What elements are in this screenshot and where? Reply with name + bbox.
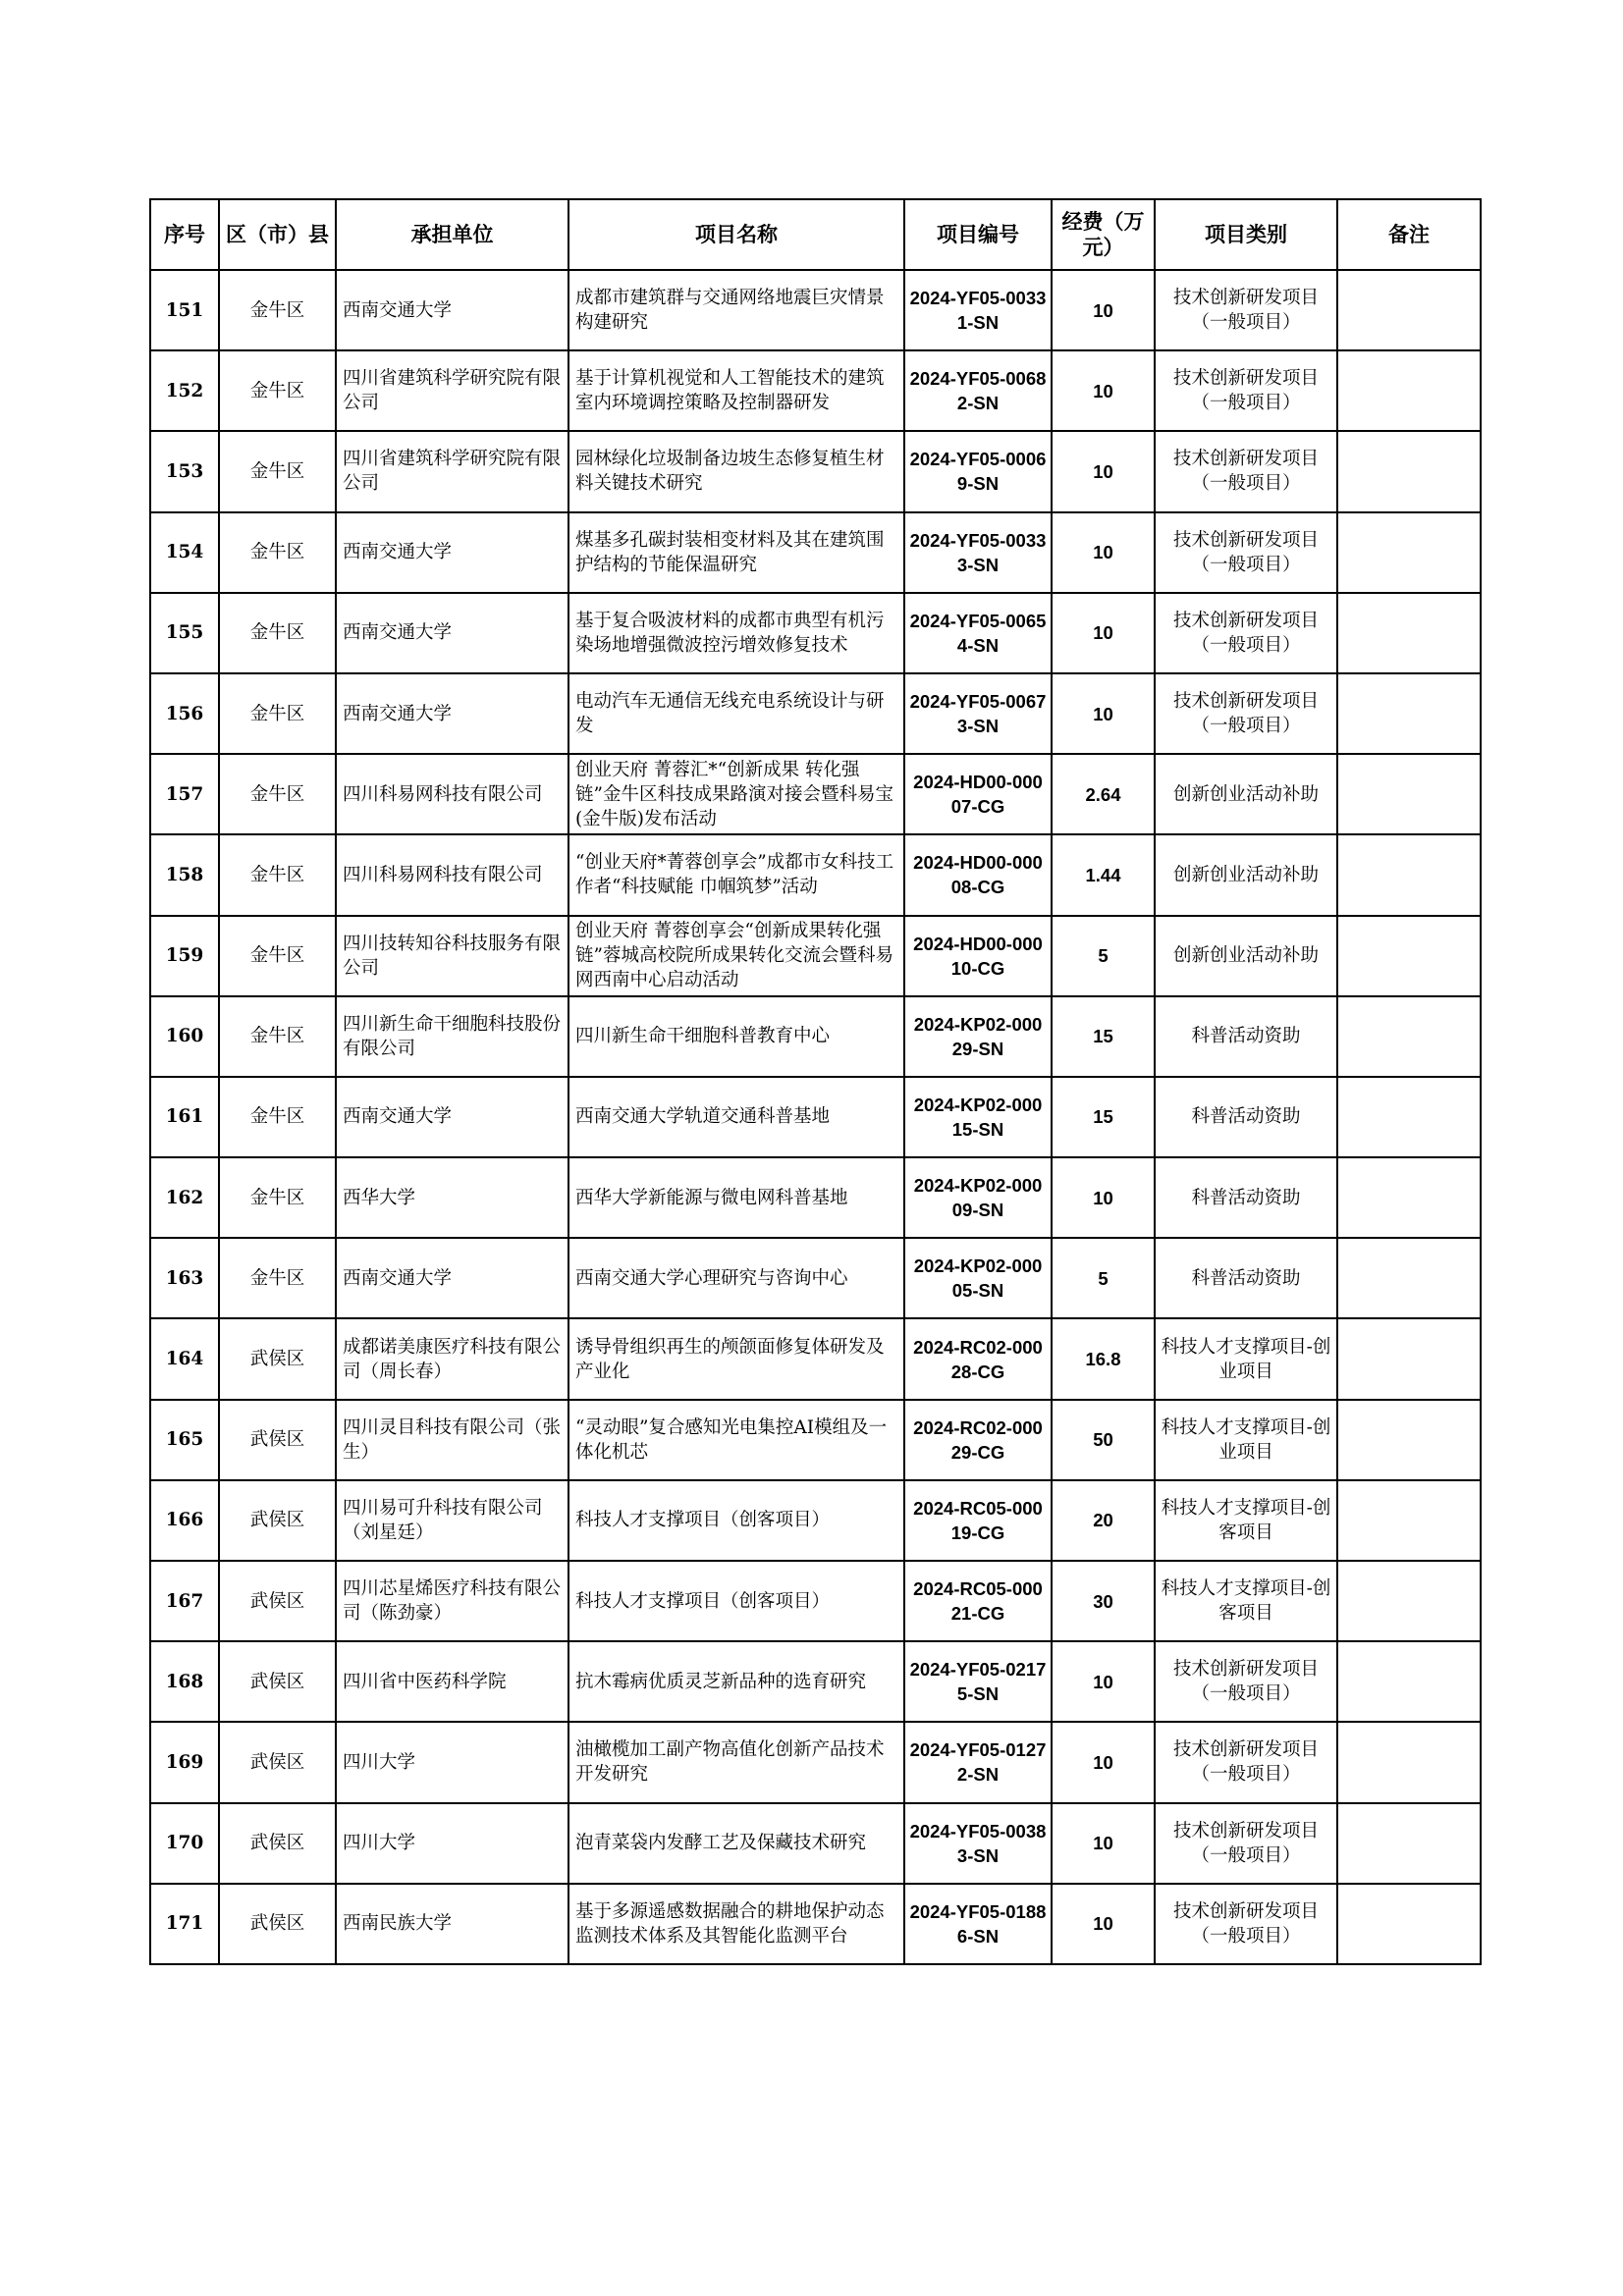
cell-fund: 5 bbox=[1052, 1238, 1155, 1318]
cell-district: 金牛区 bbox=[219, 834, 336, 915]
table-row bbox=[150, 673, 1481, 754]
table-row bbox=[150, 1077, 1481, 1157]
cell-note bbox=[1337, 512, 1481, 593]
cell-fund: 10 bbox=[1052, 431, 1155, 511]
cell-fund: 16.8 bbox=[1052, 1318, 1155, 1399]
cell-code: 2024-RC05-00019-CG bbox=[904, 1480, 1052, 1561]
cell-district: 金牛区 bbox=[219, 996, 336, 1077]
cell-unit: 四川技转知谷科技服务有限公司 bbox=[336, 916, 568, 996]
cell-category: 科技人才支撑项目-创业项目 bbox=[1155, 1318, 1337, 1399]
cell-fund: 10 bbox=[1052, 512, 1155, 593]
header-unit: 承担单位 bbox=[336, 199, 568, 270]
table-row bbox=[150, 754, 1481, 834]
cell-code: 2024-KP02-00015-SN bbox=[904, 1077, 1052, 1157]
cell-category: 技术创新研发项目（一般项目） bbox=[1155, 350, 1337, 431]
cell-note bbox=[1337, 1400, 1481, 1480]
table-row bbox=[150, 1884, 1481, 1964]
cell-seq: 159 bbox=[150, 916, 219, 996]
cell-name: 成都市建筑群与交通网络地震巨灾情景构建研究 bbox=[568, 270, 904, 350]
cell-seq: 156 bbox=[150, 673, 219, 754]
cell-fund: 2.64 bbox=[1052, 754, 1155, 834]
cell-seq: 168 bbox=[150, 1641, 219, 1722]
cell-note bbox=[1337, 431, 1481, 511]
cell-name: 西南交通大学心理研究与咨询中心 bbox=[568, 1238, 904, 1318]
table-row bbox=[150, 1400, 1481, 1480]
cell-district: 金牛区 bbox=[219, 1238, 336, 1318]
cell-code: 2024-YF05-02175-SN bbox=[904, 1641, 1052, 1722]
cell-fund: 10 bbox=[1052, 270, 1155, 350]
cell-category: 科技人才支撑项目-创客项目 bbox=[1155, 1561, 1337, 1641]
cell-fund: 10 bbox=[1052, 1157, 1155, 1238]
cell-code: 2024-YF05-00333-SN bbox=[904, 512, 1052, 593]
cell-name: 抗木霉病优质灵芝新品种的选育研究 bbox=[568, 1641, 904, 1722]
cell-category: 创新创业活动补助 bbox=[1155, 834, 1337, 915]
header-district: 区（市）县 bbox=[219, 199, 336, 270]
cell-seq: 152 bbox=[150, 350, 219, 431]
cell-category: 技术创新研发项目（一般项目） bbox=[1155, 270, 1337, 350]
cell-unit: 四川大学 bbox=[336, 1803, 568, 1884]
cell-note bbox=[1337, 1157, 1481, 1238]
cell-fund: 5 bbox=[1052, 916, 1155, 996]
cell-unit: 四川芯星烯医疗科技有限公司（陈劲豪） bbox=[336, 1561, 568, 1641]
cell-seq: 163 bbox=[150, 1238, 219, 1318]
cell-note bbox=[1337, 916, 1481, 996]
cell-name: 基于计算机视觉和人工智能技术的建筑室内环境调控策略及控制器研发 bbox=[568, 350, 904, 431]
table-row bbox=[150, 1641, 1481, 1722]
cell-code: 2024-HD00-00008-CG bbox=[904, 834, 1052, 915]
table-row bbox=[150, 431, 1481, 511]
cell-unit: 西南交通大学 bbox=[336, 270, 568, 350]
cell-code: 2024-YF05-01272-SN bbox=[904, 1722, 1052, 1802]
cell-district: 金牛区 bbox=[219, 916, 336, 996]
cell-fund: 10 bbox=[1052, 673, 1155, 754]
cell-note bbox=[1337, 350, 1481, 431]
project-table bbox=[149, 198, 1482, 1965]
cell-seq: 171 bbox=[150, 1884, 219, 1964]
cell-name: 创业天府 菁蓉汇*“创新成果 转化强链”金牛区科技成果路演对接会暨科易宝(金牛版)发布活动 bbox=[568, 754, 904, 834]
cell-category: 技术创新研发项目（一般项目） bbox=[1155, 1884, 1337, 1964]
cell-note bbox=[1337, 1722, 1481, 1802]
cell-name: “灵动眼”复合感知光电集控AI模组及一体化机芯 bbox=[568, 1400, 904, 1480]
cell-name: 油橄榄加工副产物高值化创新产品技术开发研究 bbox=[568, 1722, 904, 1802]
cell-district: 金牛区 bbox=[219, 673, 336, 754]
cell-fund: 10 bbox=[1052, 1722, 1155, 1802]
cell-district: 金牛区 bbox=[219, 512, 336, 593]
cell-category: 技术创新研发项目（一般项目） bbox=[1155, 673, 1337, 754]
cell-fund: 10 bbox=[1052, 1803, 1155, 1884]
cell-seq: 153 bbox=[150, 431, 219, 511]
table-row bbox=[150, 1157, 1481, 1238]
cell-fund: 15 bbox=[1052, 1077, 1155, 1157]
cell-category: 技术创新研发项目（一般项目） bbox=[1155, 1803, 1337, 1884]
cell-unit: 四川灵目科技有限公司（张生） bbox=[336, 1400, 568, 1480]
cell-seq: 170 bbox=[150, 1803, 219, 1884]
cell-seq: 158 bbox=[150, 834, 219, 915]
cell-category: 创新创业活动补助 bbox=[1155, 754, 1337, 834]
cell-seq: 154 bbox=[150, 512, 219, 593]
cell-district: 武侯区 bbox=[219, 1318, 336, 1399]
table-row bbox=[150, 996, 1481, 1077]
cell-unit: 四川大学 bbox=[336, 1722, 568, 1802]
cell-district: 金牛区 bbox=[219, 1157, 336, 1238]
cell-fund: 20 bbox=[1052, 1480, 1155, 1561]
cell-name: 基于多源遥感数据融合的耕地保护动态监测技术体系及其智能化监测平台 bbox=[568, 1884, 904, 1964]
cell-unit: 四川省建筑科学研究院有限公司 bbox=[336, 350, 568, 431]
cell-unit: 西南交通大学 bbox=[336, 1238, 568, 1318]
cell-note bbox=[1337, 1318, 1481, 1399]
cell-unit: 四川省中医药科学院 bbox=[336, 1641, 568, 1722]
cell-unit: 四川科易网科技有限公司 bbox=[336, 754, 568, 834]
cell-seq: 165 bbox=[150, 1400, 219, 1480]
header-note: 备注 bbox=[1337, 199, 1481, 270]
cell-name: 煤基多孔碳封装相变材料及其在建筑围护结构的节能保温研究 bbox=[568, 512, 904, 593]
cell-district: 金牛区 bbox=[219, 270, 336, 350]
cell-unit: 四川省建筑科学研究院有限公司 bbox=[336, 431, 568, 511]
cell-note bbox=[1337, 834, 1481, 915]
cell-code: 2024-HD00-00010-CG bbox=[904, 916, 1052, 996]
cell-unit: 西华大学 bbox=[336, 1157, 568, 1238]
table-row bbox=[150, 1803, 1481, 1884]
cell-note bbox=[1337, 1480, 1481, 1561]
cell-seq: 164 bbox=[150, 1318, 219, 1399]
cell-seq: 151 bbox=[150, 270, 219, 350]
cell-category: 科技人才支撑项目-创客项目 bbox=[1155, 1480, 1337, 1561]
cell-code: 2024-YF05-00331-SN bbox=[904, 270, 1052, 350]
cell-unit: 西南交通大学 bbox=[336, 673, 568, 754]
table-row bbox=[150, 270, 1481, 350]
cell-code: 2024-HD00-00007-CG bbox=[904, 754, 1052, 834]
cell-code: 2024-YF05-00069-SN bbox=[904, 431, 1052, 511]
cell-fund: 10 bbox=[1052, 350, 1155, 431]
cell-district: 武侯区 bbox=[219, 1884, 336, 1964]
cell-seq: 157 bbox=[150, 754, 219, 834]
cell-note bbox=[1337, 593, 1481, 673]
cell-code: 2024-YF05-01886-SN bbox=[904, 1884, 1052, 1964]
table-row bbox=[150, 1318, 1481, 1399]
cell-seq: 166 bbox=[150, 1480, 219, 1561]
cell-code: 2024-KP02-00009-SN bbox=[904, 1157, 1052, 1238]
header-row bbox=[150, 199, 1481, 270]
table-row bbox=[150, 1561, 1481, 1641]
cell-code: 2024-RC02-00028-CG bbox=[904, 1318, 1052, 1399]
cell-note bbox=[1337, 1884, 1481, 1964]
cell-code: 2024-RC02-00029-CG bbox=[904, 1400, 1052, 1480]
cell-district: 武侯区 bbox=[219, 1641, 336, 1722]
cell-name: 电动汽车无通信无线充电系统设计与研发 bbox=[568, 673, 904, 754]
cell-code: 2024-KP02-00005-SN bbox=[904, 1238, 1052, 1318]
cell-name: 泡青菜袋内发酵工艺及保藏技术研究 bbox=[568, 1803, 904, 1884]
table-row bbox=[150, 512, 1481, 593]
table-body bbox=[150, 270, 1481, 1964]
cell-name: 西南交通大学轨道交通科普基地 bbox=[568, 1077, 904, 1157]
cell-seq: 167 bbox=[150, 1561, 219, 1641]
cell-category: 科普活动资助 bbox=[1155, 1077, 1337, 1157]
cell-category: 技术创新研发项目（一般项目） bbox=[1155, 512, 1337, 593]
cell-unit: 四川科易网科技有限公司 bbox=[336, 834, 568, 915]
cell-code: 2024-YF05-00383-SN bbox=[904, 1803, 1052, 1884]
cell-name: 科技人才支撑项目（创客项目） bbox=[568, 1480, 904, 1561]
cell-category: 科普活动资助 bbox=[1155, 1238, 1337, 1318]
cell-note bbox=[1337, 996, 1481, 1077]
cell-district: 武侯区 bbox=[219, 1400, 336, 1480]
cell-fund: 1.44 bbox=[1052, 834, 1155, 915]
cell-fund: 50 bbox=[1052, 1400, 1155, 1480]
cell-category: 科技人才支撑项目-创业项目 bbox=[1155, 1400, 1337, 1480]
cell-note bbox=[1337, 1561, 1481, 1641]
header-code: 项目编号 bbox=[904, 199, 1052, 270]
cell-district: 金牛区 bbox=[219, 350, 336, 431]
cell-district: 金牛区 bbox=[219, 1077, 336, 1157]
cell-name: 园林绿化垃圾制备边坡生态修复植生材料关键技术研究 bbox=[568, 431, 904, 511]
cell-note bbox=[1337, 1077, 1481, 1157]
cell-name: “创业天府*菁蓉创享会”成都市女科技工作者“科技赋能 巾帼筑梦”活动 bbox=[568, 834, 904, 915]
cell-unit: 西南交通大学 bbox=[336, 512, 568, 593]
cell-unit: 四川新生命干细胞科技股份有限公司 bbox=[336, 996, 568, 1077]
cell-seq: 162 bbox=[150, 1157, 219, 1238]
cell-seq: 161 bbox=[150, 1077, 219, 1157]
cell-fund: 10 bbox=[1052, 593, 1155, 673]
cell-category: 创新创业活动补助 bbox=[1155, 916, 1337, 996]
cell-district: 武侯区 bbox=[219, 1561, 336, 1641]
cell-note bbox=[1337, 270, 1481, 350]
header-fund: 经费（万元） bbox=[1052, 199, 1155, 270]
header-name: 项目名称 bbox=[568, 199, 904, 270]
table-row bbox=[150, 916, 1481, 996]
cell-name: 基于复合吸波材料的成都市典型有机污染场地增强微波控污增效修复技术 bbox=[568, 593, 904, 673]
cell-category: 技术创新研发项目（一般项目） bbox=[1155, 1722, 1337, 1802]
cell-seq: 155 bbox=[150, 593, 219, 673]
cell-fund: 15 bbox=[1052, 996, 1155, 1077]
table-row bbox=[150, 1722, 1481, 1802]
cell-unit: 四川易可升科技有限公司（刘星廷） bbox=[336, 1480, 568, 1561]
cell-category: 技术创新研发项目（一般项目） bbox=[1155, 1641, 1337, 1722]
cell-code: 2024-YF05-00654-SN bbox=[904, 593, 1052, 673]
table-row bbox=[150, 834, 1481, 915]
cell-fund: 10 bbox=[1052, 1884, 1155, 1964]
cell-category: 科普活动资助 bbox=[1155, 1157, 1337, 1238]
cell-fund: 30 bbox=[1052, 1561, 1155, 1641]
cell-note bbox=[1337, 673, 1481, 754]
table-row bbox=[150, 1480, 1481, 1561]
cell-district: 金牛区 bbox=[219, 593, 336, 673]
cell-note bbox=[1337, 1641, 1481, 1722]
cell-district: 武侯区 bbox=[219, 1480, 336, 1561]
cell-name: 科技人才支撑项目（创客项目） bbox=[568, 1561, 904, 1641]
cell-category: 技术创新研发项目（一般项目） bbox=[1155, 431, 1337, 511]
cell-seq: 169 bbox=[150, 1722, 219, 1802]
table-row bbox=[150, 593, 1481, 673]
cell-code: 2024-YF05-00673-SN bbox=[904, 673, 1052, 754]
cell-name: 四川新生命干细胞科普教育中心 bbox=[568, 996, 904, 1077]
cell-note bbox=[1337, 754, 1481, 834]
cell-seq: 160 bbox=[150, 996, 219, 1077]
cell-note bbox=[1337, 1238, 1481, 1318]
cell-code: 2024-RC05-00021-CG bbox=[904, 1561, 1052, 1641]
table-row bbox=[150, 1238, 1481, 1318]
cell-district: 武侯区 bbox=[219, 1722, 336, 1802]
table-row bbox=[150, 350, 1481, 431]
cell-unit: 西南民族大学 bbox=[336, 1884, 568, 1964]
cell-code: 2024-YF05-00682-SN bbox=[904, 350, 1052, 431]
cell-fund: 10 bbox=[1052, 1641, 1155, 1722]
header-category: 项目类别 bbox=[1155, 199, 1337, 270]
cell-unit: 成都诺美康医疗科技有限公司（周长春） bbox=[336, 1318, 568, 1399]
cell-unit: 西南交通大学 bbox=[336, 1077, 568, 1157]
cell-name: 创业天府 菁蓉创享会“创新成果转化强链”蓉城高校院所成果转化交流会暨科易网西南中心启动活动 bbox=[568, 916, 904, 996]
cell-district: 金牛区 bbox=[219, 754, 336, 834]
cell-unit: 西南交通大学 bbox=[336, 593, 568, 673]
cell-district: 武侯区 bbox=[219, 1803, 336, 1884]
cell-name: 诱导骨组织再生的颅颌面修复体研发及产业化 bbox=[568, 1318, 904, 1399]
cell-note bbox=[1337, 1803, 1481, 1884]
cell-name: 西华大学新能源与微电网科普基地 bbox=[568, 1157, 904, 1238]
cell-category: 科普活动资助 bbox=[1155, 996, 1337, 1077]
cell-code: 2024-KP02-00029-SN bbox=[904, 996, 1052, 1077]
header-seq: 序号 bbox=[150, 199, 219, 270]
cell-category: 技术创新研发项目（一般项目） bbox=[1155, 593, 1337, 673]
cell-district: 金牛区 bbox=[219, 431, 336, 511]
